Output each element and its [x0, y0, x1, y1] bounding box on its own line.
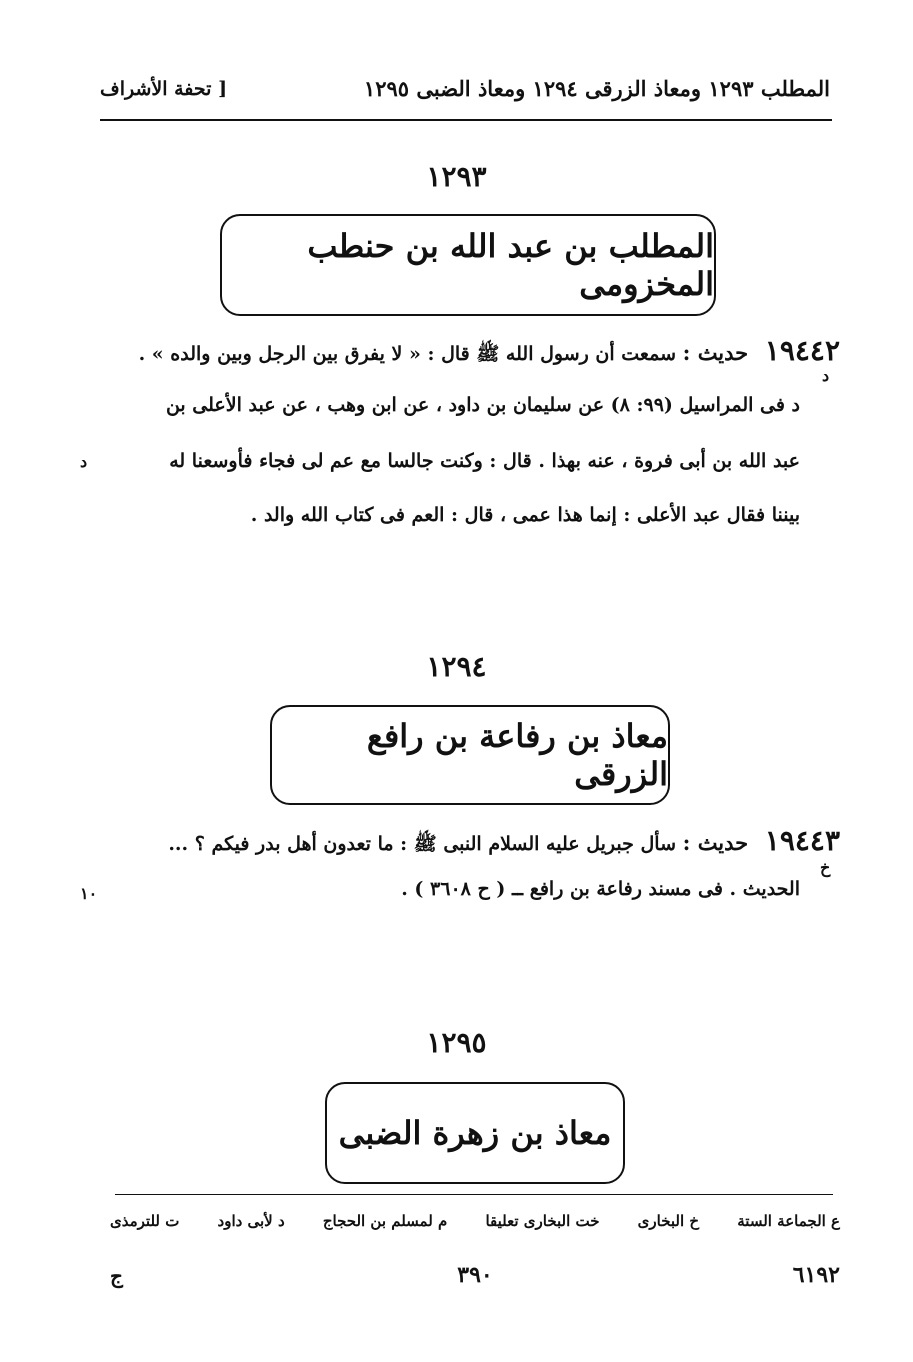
- hadith-number: ١٩٤٤٣: [764, 824, 840, 857]
- narrator-name: معاذ بن رفاعة بن رافع الزرقى: [366, 717, 668, 793]
- page-footer: [110, 1262, 840, 1302]
- hadith-number: ١٩٤٤٢: [764, 334, 840, 367]
- narrator-name-box: [270, 705, 670, 805]
- siglum-entry: ع الجماعة الستة: [737, 1212, 840, 1230]
- narrator-name-box: [220, 214, 716, 316]
- hadith-text-line: سأل جبريل عليه السلام النبى ﷺ : ما تعدون أهل بدر فيكم ؟ ...: [168, 833, 676, 855]
- hadith-first-line: [168, 824, 840, 860]
- source-siglum: خ: [820, 858, 831, 877]
- footnote-rule: [115, 1194, 833, 1195]
- hadith-text-line: عبد الله بن أبى فروة ، عنه بهذا . قال : وكنت جالسا مع عم لى فجاء فأوسعنا له: [169, 450, 800, 472]
- siglum-entry: د لأبى داود: [217, 1212, 285, 1230]
- running-page-number: ٦١٩٢: [792, 1262, 840, 1288]
- hadith-text-line: سمعت أن رسول الله ﷺ قال : « لا يفرق بين الرجل وبين والده » .: [138, 343, 676, 365]
- siglum-entry: خ البخارى: [637, 1212, 700, 1230]
- running-head-title: المطلب ١٢٩٣ ومعاذ الزرقى ١٢٩٤ ومعاذ الضبى ١٢٩٥: [363, 76, 830, 101]
- hadith-entry: [80, 820, 840, 920]
- section-number: ١٢٩٥: [426, 1026, 487, 1059]
- sigla-key: [110, 1205, 840, 1237]
- source-siglum: د: [822, 366, 830, 385]
- narrator-name: معاذ بن زهرة الضبى: [338, 1114, 612, 1152]
- section-number: ١٢٩٤: [426, 650, 487, 683]
- running-head-book: [ تحفة الأشراف: [100, 78, 228, 100]
- narrator-name-box: [325, 1082, 625, 1184]
- volume-mark: ج: [110, 1264, 123, 1288]
- margin-line-number: ١٠: [80, 884, 98, 903]
- narrator-name: المطلب بن عبد الله بن حنطب المخزومى: [307, 227, 714, 303]
- hadith-text-line: بيننا فقال عبد الأعلى : إنما هذا عمى ، قال : العم فى كتاب الله والد .: [250, 504, 800, 526]
- margin-siglum: د: [80, 452, 88, 471]
- hadith-first-line: [139, 334, 840, 370]
- section-number: ١٢٩٣: [426, 160, 487, 193]
- hadith-keyword: حديث :: [682, 830, 749, 855]
- running-head: [100, 70, 830, 112]
- hadith-text-line: الحديث . فى مسند رفاعة بن رافع ــ ( ح ٣٦٠٨ ) .: [401, 878, 800, 900]
- siglum-entry: ت للترمذى: [110, 1212, 180, 1230]
- page-number: ٣٩٠: [457, 1262, 493, 1288]
- hadith-entry: [80, 330, 840, 550]
- hadith-keyword: حديث :: [682, 340, 749, 365]
- hadith-text-line: د فى المراسيل (٩٩: ٨) عن سليمان بن داود ، عن ابن وهب ، عن عبد الأعلى بن: [165, 394, 800, 416]
- siglum-entry: خت البخارى تعليقا: [485, 1212, 600, 1230]
- header-rule: [100, 119, 832, 121]
- siglum-entry: م لمسلم بن الحجاج: [322, 1212, 448, 1230]
